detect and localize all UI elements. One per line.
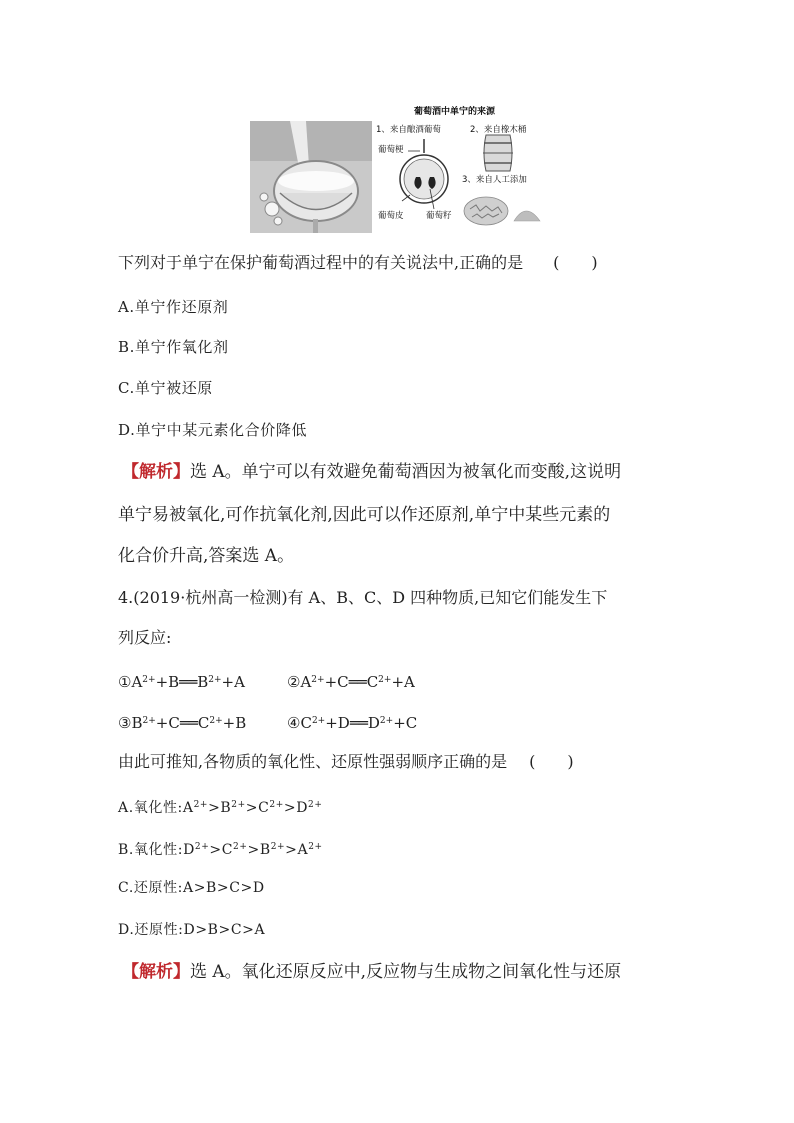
wine-pouring-photo [250,121,372,233]
diagram-drawings [374,105,542,233]
reaction-arrow: ══ [179,673,198,691]
q3-analysis-line-3: 化合价升高,答案选 A。 [118,546,295,566]
grape-icon [400,139,448,209]
source-3-label: 3、来自人工添加 [462,175,527,185]
wood-chips-icon [464,197,508,225]
q3-option-d: D.单宁中某元素化合价降低 [118,421,308,439]
reaction-3: $③B^{2+}+C══C^{2+}+B$ [118,714,247,732]
q4-analysis: 【解析】选 A。氧化还原反应中,反应物与生成物之间氧化性与还原 [122,962,622,982]
q4-option-c: C.还原性:A>B>C>D [118,880,265,896]
grape-skin-label: 葡萄皮 [378,211,404,221]
q4-analysis-tag: 【解析】 [122,962,190,982]
q4-option-a: A.氧化性$:A^{2+}>B^{2+}>C^{2+}>D^{2+}$ [118,800,323,816]
reaction-2: $②A^{2+}+C══C^{2+}+A$ [287,673,415,691]
tannin-powder-icon [514,211,540,221]
q4-stem-line-2: 列反应: [118,628,172,647]
q3-option-c: C.单宁被还原 [118,379,213,397]
wine-tannin-figure [250,105,542,233]
q4-ask: 由此可推知,各物质的氧化性、还原性强弱顺序正确的是 ( ) [118,752,574,771]
grape-stem-label: 葡萄梗 [378,145,404,155]
reaction-arrow: ══ [179,714,198,732]
q4-stem-line-1: 4.(2019·杭州高一检测)有 A、B、C、D 四种物质,已知它们能发生下 [118,588,608,607]
grape-seed-label: 葡萄籽 [426,211,452,221]
tannin-source-diagram [374,105,542,233]
source-1-label: 1、来自酿酒葡萄 [376,125,441,135]
reaction-arrow: ══ [348,673,367,691]
q3-analysis-line-1: 【解析】选 A。单宁可以有效避免葡萄酒因为被氧化而变酸,这说明 [122,462,622,482]
q3-stem: 下列对于单宁在保护葡萄酒过程中的有关说法中,正确的是 ( ) [118,253,598,272]
q3-option-a: A.单宁作还原剂 [118,298,229,316]
diagram-title: 葡萄酒中单宁的来源 [414,107,496,117]
reaction-arrow: ══ [349,714,368,732]
q4-option-d: D.还原性:D>B>C>A [118,922,266,938]
q4-answer-blank: ( ) [529,752,574,771]
reaction-4: $④C^{2+}+D══D^{2+}+C$ [287,714,418,732]
q3-answer-blank: ( ) [553,253,598,272]
reaction-1: $①A^{2+}+B══B^{2+}+A$ [118,673,245,691]
source-2-label: 2、来自橡木桶 [470,125,527,135]
q3-analysis-tag: 【解析】 [122,462,190,482]
q3-option-b: B.单宁作氧化剂 [118,338,229,356]
q4-option-b: B.氧化性$:D^{2+}>C^{2+}>B^{2+}>A^{2+}$ [118,842,323,858]
q3-analysis-line-2: 单宁易被氧化,可作抗氧化剂,因此可以作还原剂,单宁中某些元素的 [118,505,611,525]
oak-barrel-icon [483,135,513,171]
